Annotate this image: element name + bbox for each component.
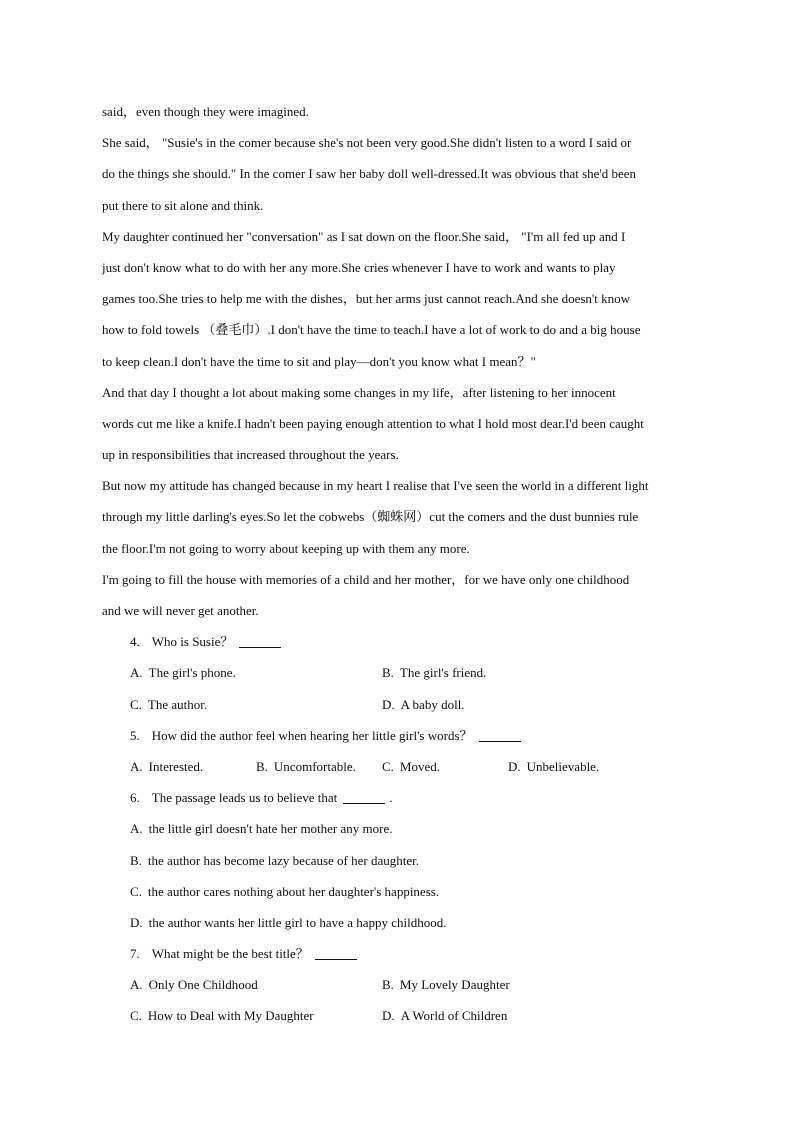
options-row [102, 657, 702, 688]
option-c[interactable]: C. the author cares nothing about her daughter's happiness. [130, 883, 440, 899]
options-row [102, 876, 702, 907]
options-row [102, 751, 702, 782]
question-6 [102, 782, 702, 813]
passage-line: just don't know what to do with her any more.She cries whenever I have to work and wants to play [102, 259, 616, 275]
passage-line: to keep clean.I don't have the time to sit and play—don't you know what I mean？" [102, 353, 536, 369]
question-text: Who is Susie？ [151, 634, 234, 650]
option-b[interactable]: B. My Lovely Daughter [382, 977, 510, 993]
passage-line: through my little darling's eyes.So let the cobwebs（蜘蛛网）cut the comers and the dust bunnies rule [102, 509, 639, 525]
options-row [102, 845, 702, 876]
question-5 [102, 720, 702, 751]
question-number: 5. [130, 727, 140, 743]
option-a[interactable]: A. The girl's phone. [130, 665, 236, 681]
passage-line: words cut me like a knife.I hadn't been paying enough attention to what I hold most dear.I'd been caught [102, 415, 644, 431]
passage-line: She said， "Susie's in the comer because she's not been very good.She didn't listen to a word I said or [102, 135, 632, 151]
option-d[interactable]: D. Unbelievable. [508, 758, 600, 774]
option-b[interactable]: B. the author has become lazy because of her daughter. [130, 852, 419, 868]
question-text: How did the author feel when hearing her little girl's words？ [151, 727, 473, 743]
option-a[interactable]: A. Only One Childhood [130, 977, 258, 993]
options-row [102, 907, 702, 938]
question-number: 6. [130, 790, 140, 806]
options-row [102, 689, 702, 720]
passage-line: But now my attitude has changed because in my heart I realise that I've seen the world in a different light [102, 478, 649, 494]
question-number: 4. [130, 634, 140, 650]
passage-line: do the things she should." In the comer I saw her baby doll well-dressed.It was obvious that she'd been [102, 166, 637, 182]
passage-line: and we will never get another. [102, 603, 259, 618]
question-text: The passage leads us to believe that [151, 790, 338, 806]
passage-line: up in responsibilities that increased throughout the years. [102, 447, 399, 463]
option-d[interactable]: D. A World of Children [382, 1008, 508, 1024]
option-a[interactable]: A. Interested. [130, 758, 204, 774]
answer-blank[interactable] [239, 633, 281, 648]
option-c[interactable]: C. Moved. [382, 758, 441, 774]
option-b[interactable]: B. The girl's friend. [382, 665, 487, 681]
document-page [102, 96, 702, 1032]
question-4 [102, 626, 702, 657]
option-c[interactable]: C. The author. [130, 696, 208, 712]
passage-line: the floor.I'm not going to worry about keeping up with them any more. [102, 540, 470, 556]
question-text-end: . [389, 790, 393, 806]
question-number: 7. [130, 946, 140, 962]
options-row [102, 969, 702, 1000]
passage-line: My daughter continued her "conversation" as I sat down on the floor.She said， "I'm all fed up and I [102, 228, 626, 244]
question-7 [102, 938, 702, 969]
option-d[interactable]: D. A baby doll. [382, 696, 465, 712]
passage-line: put there to sit alone and think. [102, 197, 264, 213]
passage-line: And that day I thought a lot about making some changes in my life，after listening to her innocent [102, 384, 616, 400]
question-text: What might be the best title？ [151, 946, 309, 962]
passage-line: I'm going to fill the house with memories of a child and her mother，for we have only one childhood [102, 571, 630, 587]
option-b[interactable]: B. Uncomfortable. [256, 758, 356, 774]
options-row [102, 1000, 702, 1031]
option-a[interactable]: A. the little girl doesn't hate her mother any more. [130, 821, 393, 837]
passage-line: how to fold towels （叠毛巾）.I don't have the time to teach.I have a lot of work to do and a big house [102, 322, 641, 338]
passage-line: games too.She tries to help me with the dishes，but her arms just cannot reach.And she doesn't know [102, 291, 631, 307]
answer-blank[interactable] [343, 789, 385, 804]
option-c[interactable]: C. How to Deal with My Daughter [130, 1008, 314, 1024]
answer-blank[interactable] [479, 727, 521, 742]
option-d[interactable]: D. the author wants her little girl to have a happy childhood. [130, 914, 447, 930]
options-row [102, 813, 702, 844]
answer-blank[interactable] [315, 945, 357, 960]
passage-line: said，even though they were imagined. [102, 104, 309, 119]
